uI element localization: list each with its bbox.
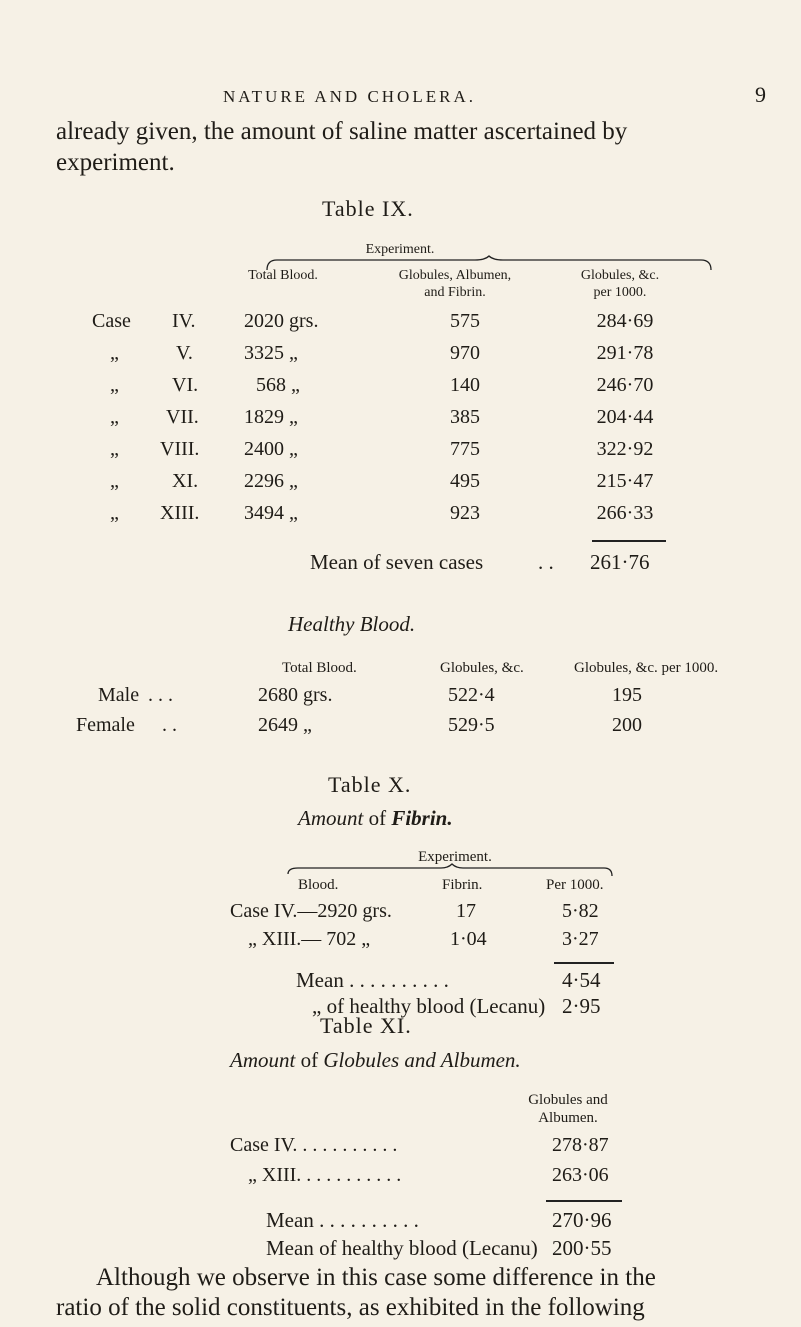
fibrin: 17: [456, 900, 476, 922]
table-xi-title: Table XI.: [320, 1013, 412, 1038]
globules: 575: [450, 310, 480, 332]
per-1000: 3·27: [562, 928, 599, 950]
case-number: VII.: [166, 406, 199, 428]
per-1000: 195: [612, 684, 642, 706]
subtitle-of: of: [300, 1048, 319, 1072]
globules: 140: [450, 374, 480, 396]
table-x-col-fibrin: Fibrin.: [442, 877, 483, 893]
table-ix-sum-rule: [592, 540, 666, 542]
total-blood: 3325 „: [244, 342, 298, 364]
table-ix-col-total-blood: Total Blood.: [248, 268, 318, 283]
closing-line-1: Although we observe in this case some difference in the: [96, 1264, 656, 1291]
per-1000: 322·92: [596, 438, 654, 460]
table-x-sum-rule: [554, 962, 614, 964]
table-x-healthy-label: „ of healthy blood (Lecanu): [312, 994, 546, 1018]
table-x-col-per1000: Per 1000.: [546, 877, 604, 893]
case-blood: „ XIII.— 702 „: [248, 928, 371, 950]
table-x-mean-label: Mean . . . . . . . . . .: [296, 968, 449, 992]
intro-line-1: already given, the amount of saline matter ascertained by: [56, 118, 628, 145]
case-number: V.: [176, 342, 193, 364]
table-ix-title: Table IX.: [322, 196, 414, 221]
case-number: XI.: [172, 470, 199, 492]
total-blood: 3494 „: [244, 502, 298, 524]
table-xi-mean-label: Mean . . . . . . . . . .: [266, 1208, 419, 1232]
subtitle-of: of: [368, 806, 387, 830]
total-blood: 2296 „: [244, 470, 298, 492]
leader-dots: . . .: [148, 684, 173, 706]
case-number: VIII.: [160, 438, 200, 460]
table-x-subtitle: [298, 806, 453, 831]
table-xi-healthy-label: Mean of healthy blood (Lecanu): [266, 1236, 538, 1260]
table-ix-col-globules-2: and Fibrin.: [424, 285, 486, 300]
per-1000: 246·70: [596, 374, 654, 396]
table-xi-col-line2: Albumen.: [538, 1110, 598, 1126]
table-x-title: Table X.: [328, 772, 412, 797]
table-ix-col-per1000-2: per 1000.: [593, 285, 647, 300]
globules-albumen: 278·87: [552, 1134, 609, 1156]
globules: 522·4: [448, 684, 495, 706]
case-label: „ XIII. . . . . . . . . . .: [248, 1164, 402, 1186]
case-number: VI.: [172, 374, 199, 396]
leader-dots: . .: [162, 714, 177, 736]
subtitle-part: Globules and Albumen.: [323, 1048, 521, 1072]
healthy-col-total-blood: Total Blood.: [282, 660, 357, 676]
case-number: IV.: [172, 310, 196, 332]
per-1000: 204·44: [596, 406, 654, 428]
case-blood: Case IV.—2920 grs.: [230, 900, 392, 922]
sex-label: Male: [98, 684, 140, 706]
table-x-experiment-label: Experiment.: [418, 849, 492, 865]
globules-albumen: 263·06: [552, 1164, 609, 1186]
table-ix-mean-value: 261·76: [590, 550, 650, 574]
table-xi-healthy-value: 200·55: [552, 1236, 612, 1260]
subtitle-part: Amount: [298, 806, 364, 830]
total-blood: 2400 „: [244, 438, 298, 460]
subtitle-part: Amount: [230, 1048, 296, 1072]
total-blood: 2649 „: [258, 714, 312, 736]
per-1000: 266·33: [596, 502, 654, 524]
healthy-col-per1000: Globules, &c. per 1000.: [574, 660, 719, 676]
total-blood: 568 „: [256, 374, 300, 396]
case-label: Case IV. . . . . . . . . . .: [230, 1134, 398, 1156]
running-title: NATURE AND CHOLERA.: [223, 87, 476, 106]
ditto-mark: „: [110, 438, 119, 460]
ditto-mark: „: [110, 470, 119, 492]
total-blood: 1829 „: [244, 406, 298, 428]
globules: 385: [450, 406, 480, 428]
sex-label: Female: [76, 714, 135, 736]
table-x-col-blood: Blood.: [298, 877, 339, 893]
fibrin: 1·04: [450, 928, 487, 950]
table-x-healthy-value: 2·95: [562, 994, 601, 1018]
table-ix-col-per1000: Globules, &c.: [580, 268, 660, 283]
per-1000: 5·82: [562, 900, 599, 922]
table-xi-sum-rule: [546, 1200, 622, 1202]
closing-line-2: ratio of the solid constituents, as exhibited in the following: [56, 1294, 645, 1321]
case-word: Case: [92, 310, 131, 332]
table-ix-mean-label: Mean of seven cases: [310, 550, 484, 574]
per-1000: 284·69: [596, 310, 654, 332]
table-xi-subtitle: [230, 1048, 521, 1073]
per-1000: 291·78: [596, 342, 654, 364]
table-xi-mean-value: 270·96: [552, 1208, 612, 1232]
case-number: XIII.: [160, 502, 200, 524]
table-ix-mean-dots: . .: [538, 550, 554, 574]
table-ix-experiment-label: Experiment.: [365, 242, 435, 257]
globules: 970: [450, 342, 480, 364]
total-blood: 2020 grs.: [244, 310, 319, 332]
ditto-mark: „: [110, 342, 119, 364]
per-1000: 215·47: [596, 470, 654, 492]
ditto-mark: „: [110, 406, 119, 428]
subtitle-part: Fibrin.: [391, 806, 453, 830]
page-number: 9: [755, 82, 766, 107]
healthy-blood-title: Healthy Blood.: [288, 612, 416, 636]
healthy-col-globules: Globules, &c.: [440, 660, 524, 676]
ditto-mark: „: [110, 502, 119, 524]
table-xi-col-line1: Globules and: [528, 1092, 608, 1108]
globules: 495: [450, 470, 480, 492]
table-x-mean-value: 4·54: [562, 968, 601, 992]
total-blood: 2680 grs.: [258, 684, 333, 706]
globules: 923: [450, 502, 480, 524]
table-ix-col-globules: Globules, Albumen,: [398, 268, 512, 283]
globules: 529·5: [448, 714, 495, 736]
globules: 775: [450, 438, 480, 460]
per-1000: 200: [612, 714, 642, 736]
intro-line-2: experiment.: [56, 149, 175, 176]
ditto-mark: „: [110, 374, 119, 396]
